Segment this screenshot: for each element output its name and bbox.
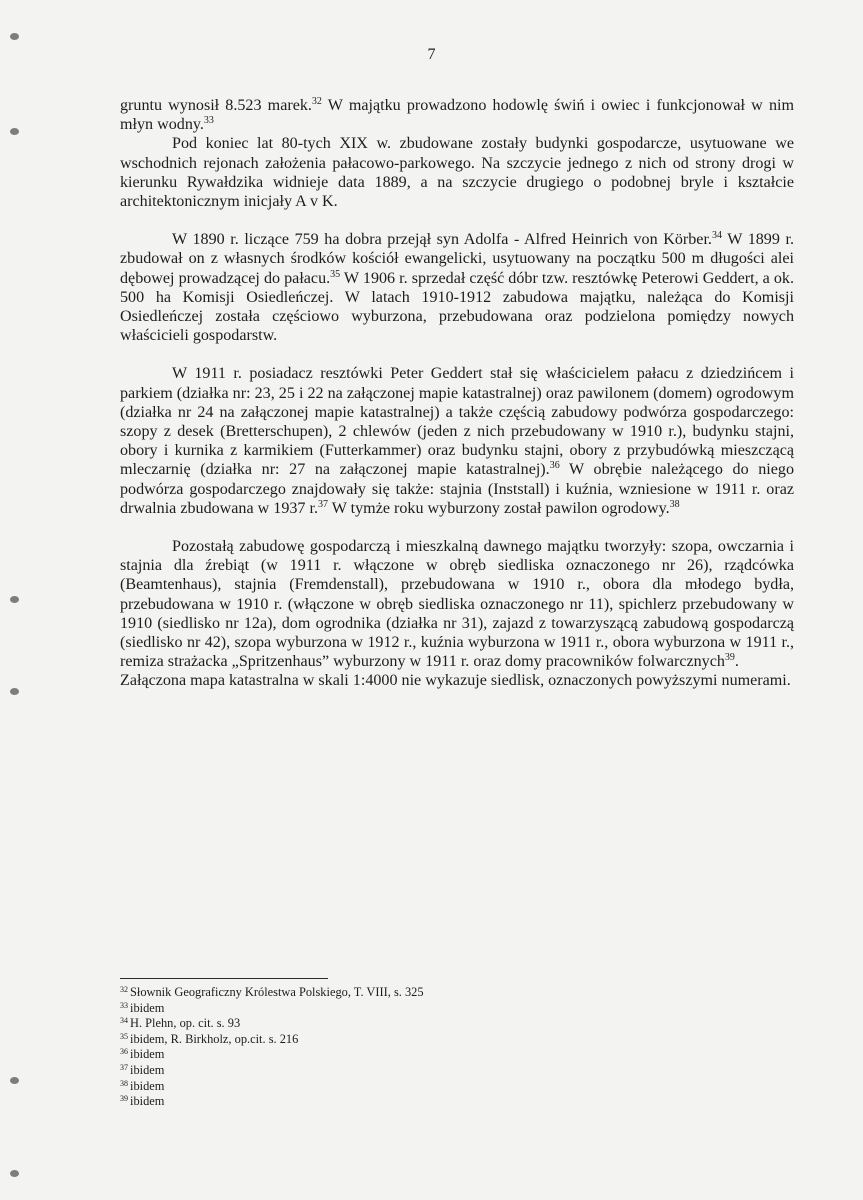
- paragraph: [120, 96, 794, 134]
- footnote: [120, 1047, 720, 1063]
- footnote: [120, 1016, 720, 1032]
- footnote-text: ibidem, R. Birkholz, op.cit. s. 216: [130, 1031, 299, 1046]
- text-run: W tymże roku wyburzony został pawilon ogrodowy.: [328, 499, 670, 517]
- paragraph: [120, 537, 794, 671]
- text-run: W majątku prowadzono hodowlę świń i owiec i funkcjonował w nim młyn wodny.: [120, 97, 794, 134]
- paragraph: [120, 134, 794, 211]
- paragraph: [120, 364, 794, 518]
- footnote-text: ibidem: [130, 1078, 165, 1093]
- text-run: Pod koniec lat 80-tych XIX w. zbudowane zostały budynki gospodarcze, usytuowane we wschodnich rejonach założenia pałacowo-parkowego. Na szczycie jednego z nich od strony drogi w kierunku Rywałdzika widnieje data 1889, a na szczycie drugiego o podobnej bryle i kształcie architektonicznym inicjały A v K.: [120, 135, 794, 211]
- footnote: [120, 985, 720, 1001]
- footnote-number: 39: [120, 1094, 128, 1104]
- text-run: W 1911 r. posiadacz resztówki Peter Geddert stał się właścicielem pałacu z dziedzińcem i parkiem (działka nr: 23, 25 i 22 na załączonej mapie katastralnej) oraz pawilonem (domem) ogrodowym (działka nr 24 na załączonej mapie katastralnej) a także częścią zabudowy podwórza gospodarczego: szopy z desek (Bretterschupen), 2 chlewów (jeden z nich przebudowany w 1910 r.), budynku stajni, obory i kurnika z karmikiem (Futterkammer) oraz budynku stajni, obory z przybudówką mieszczącą mleczarnię (działka nr: 27 na załączonej mapie katastralnej).: [120, 365, 794, 479]
- footnote-number: 38: [120, 1078, 128, 1088]
- footnote-text: ibidem: [130, 1000, 165, 1015]
- footnote: [120, 1063, 720, 1079]
- footnote: [120, 1079, 720, 1095]
- footnote-reference: 34: [711, 230, 722, 242]
- footnote-reference: 39: [724, 652, 735, 664]
- footnote: [120, 1001, 720, 1017]
- text-run: Załączona mapa katastralna w skali 1:4000 nie wykazuje siedlisk, oznaczonych powyższymi numerami.: [120, 672, 791, 690]
- paragraph: [120, 230, 794, 345]
- punch-hole-mark: [10, 1170, 19, 1177]
- footnote-number: 36: [120, 1047, 128, 1057]
- punch-hole-mark: [10, 128, 19, 135]
- footnote-number: 37: [120, 1062, 128, 1072]
- paragraph: [120, 671, 794, 690]
- footnote-reference: 35: [330, 268, 341, 280]
- text-run: W obrębie należącego do niego podwórza gospodarczego znajdowały się także: stajnia (Inststall) i kuźnia, wzniesione w 1911 r. oraz drwalnia zbudowana w 1937 r.: [120, 461, 794, 517]
- footnote-text: ibidem: [130, 1094, 165, 1109]
- footnote-text: Słownik Geograficzny Królestwa Polskiego, T. VIII, s. 325: [130, 985, 424, 999]
- footnote-number: 35: [120, 1031, 128, 1041]
- page-number: 7: [427, 46, 436, 63]
- footnote-text: ibidem: [130, 1062, 165, 1077]
- footnote-number: 34: [120, 1016, 128, 1026]
- footnote: [120, 1032, 720, 1048]
- text-run: W 1906 r. sprzedał część dóbr tzw. resztówkę Peterowi Geddert, a ok. 500 ha Komisji Osiedleńczej. W latach 1910-1912 zabudowa majątku, należąca do Komisji Osiedleńczej została częściowo wyburzona, przebudowana oraz podzielona pomiędzy nowych właścicieli gospodarstw.: [120, 269, 794, 345]
- footnote-reference: 33: [203, 115, 214, 127]
- text-run: Pozostałą zabudowę gospodarczą i mieszkalną dawnego majątku tworzyły: szopa, owczarnia i stajnia dla źrebiąt (w 1911 r. włączone w obręb siedliska oznaczonego nr 26), rządcówka (Beamtenhaus), stajnia (Fremdenstall), przebudowana w 1910 r., obora dla młodego bydła, przebudowana w 1910 r. (włączone w obręb siedliska oznaczonego nr 11), spichlerz przebudowany w 1910 (siedlisko nr 12a), dom ogrodnika (działka nr 31), zajazd z towarzyszącą zabudową gospodarczą (siedlisko nr 42), szopa wyburzona w 1912 r., kuźnia wyburzona w 1911 r., obora wyburzona w 1911 r., remiza strażacka „Spritzenhaus” wyburzony w 1911 r. oraz domy pracowników folwarcznych: [120, 538, 794, 671]
- punch-hole-mark: [10, 33, 19, 40]
- footnote-text: H. Plehn, op. cit. s. 93: [130, 1016, 241, 1031]
- footnote-text: ibidem: [130, 1047, 165, 1062]
- text-run: W 1899 r. zbudował on z własnych środków kościół ewangelicki, usytuowany na początku 500 m długości alei dębowej prowadzącej do pałacu.: [120, 231, 794, 287]
- footnote-reference: 36: [549, 460, 560, 472]
- footnotes: [120, 985, 720, 1110]
- footnote: [120, 1094, 720, 1110]
- footnote-reference: 37: [318, 498, 328, 510]
- footnote-reference: 32: [311, 96, 322, 107]
- footnote-number: 32: [120, 985, 128, 994]
- text-run: .: [734, 653, 739, 671]
- punch-hole-mark: [10, 596, 19, 603]
- punch-hole-mark: [10, 688, 19, 695]
- punch-hole-mark: [10, 1077, 19, 1084]
- text-run: gruntu wynosił 8.523 marek.: [120, 97, 312, 114]
- footnote-number: 33: [120, 1000, 128, 1010]
- footnote-reference: 38: [669, 498, 680, 510]
- text-run: W 1890 r. liczące 759 ha dobra przejął syn Adolfa - Alfred Heinrich von Körber.: [172, 231, 712, 249]
- body-text: [120, 96, 794, 691]
- footnote-separator: [120, 978, 328, 979]
